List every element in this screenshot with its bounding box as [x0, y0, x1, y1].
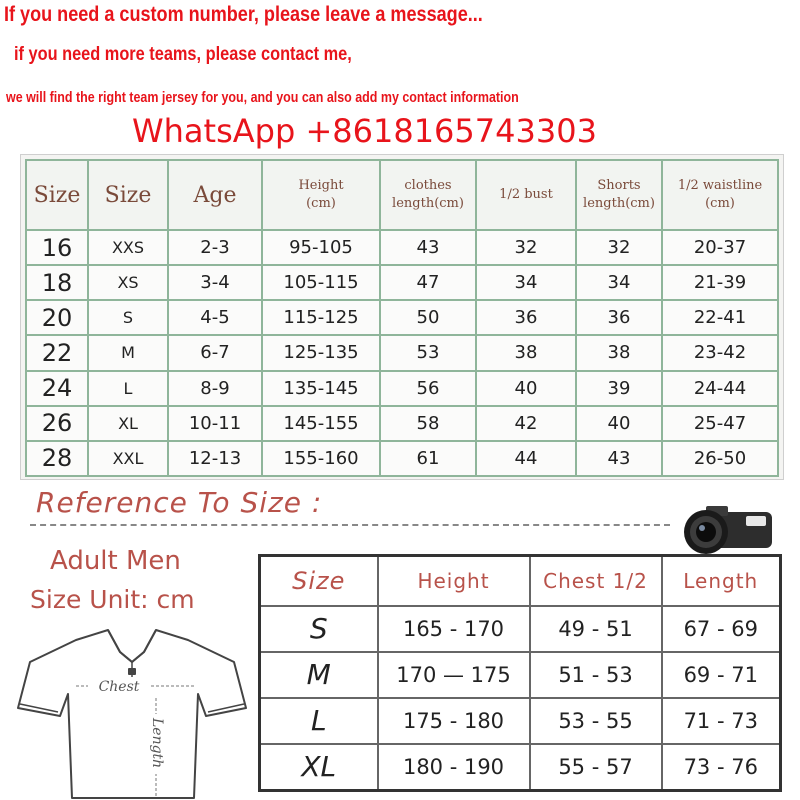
table-cell: 25-47: [662, 406, 778, 441]
kids-header-shorts-length: [576, 160, 662, 230]
table-cell: 47: [380, 265, 476, 300]
table-cell: 36: [476, 300, 576, 335]
table-cell: M: [88, 335, 168, 370]
table-cell: 180 - 190: [378, 744, 530, 791]
table-cell: 115-125: [262, 300, 380, 335]
table-cell: 49 - 51: [530, 606, 662, 652]
table-cell: 20-37: [662, 230, 778, 265]
table-cell: XL: [260, 744, 378, 791]
table-cell: 18: [26, 265, 88, 300]
table-cell: 23-42: [662, 335, 778, 370]
table-cell: 73 - 76: [662, 744, 781, 791]
polo-shirt-diagram: [16, 622, 248, 800]
adult-table-header-row: [260, 556, 781, 606]
table-cell: 95-105: [262, 230, 380, 265]
adult-size-table: [258, 554, 782, 792]
kids-header-age: Age: [168, 160, 262, 230]
table-cell: 135-145: [262, 371, 380, 406]
table-row: [260, 698, 781, 744]
table-cell: 43: [576, 441, 662, 476]
table-cell: 32: [476, 230, 576, 265]
adult-table-body: [260, 606, 781, 791]
kids-size-table: [25, 159, 779, 477]
table-cell: 36: [576, 300, 662, 335]
table-cell: 50: [380, 300, 476, 335]
table-cell: S: [88, 300, 168, 335]
dashed-divider: [30, 524, 670, 526]
kids-header-half-bust: 1/2 bust: [476, 160, 576, 230]
table-cell: 38: [476, 335, 576, 370]
table-row: [260, 744, 781, 791]
table-cell: 38: [576, 335, 662, 370]
kids-table-header-row: [26, 160, 778, 230]
table-cell: 8-9: [168, 371, 262, 406]
table-cell: 53 - 55: [530, 698, 662, 744]
table-cell: 24-44: [662, 371, 778, 406]
table-cell: 165 - 170: [378, 606, 530, 652]
kids-header-clothes-length-text: clothes length(cm): [392, 178, 464, 211]
table-cell: 175 - 180: [378, 698, 530, 744]
kids-header-height-text: Height (cm): [298, 178, 344, 211]
camera-icon: [676, 500, 776, 554]
table-cell: 10-11: [168, 406, 262, 441]
table-cell: 3-4: [168, 265, 262, 300]
chest-measure-label: Chest: [98, 679, 140, 695]
table-cell: 6-7: [168, 335, 262, 370]
table-cell: 58: [380, 406, 476, 441]
table-cell: 40: [476, 371, 576, 406]
table-cell: 32: [576, 230, 662, 265]
table-cell: XL: [88, 406, 168, 441]
more-teams-notice: if you need more teams, please contact me,: [14, 44, 352, 65]
table-cell: XXS: [88, 230, 168, 265]
table-cell: 34: [576, 265, 662, 300]
table-row: [26, 265, 778, 300]
table-cell: 51 - 53: [530, 652, 662, 698]
table-cell: 71 - 73: [662, 698, 781, 744]
adult-header-chest: Chest 1/2: [530, 556, 662, 606]
table-cell: 21-39: [662, 265, 778, 300]
table-row: [26, 230, 778, 265]
table-cell: S: [260, 606, 378, 652]
table-cell: 22-41: [662, 300, 778, 335]
table-row: [260, 652, 781, 698]
adult-header-length: Length: [662, 556, 781, 606]
adult-men-title: Adult Men: [50, 546, 181, 576]
table-cell: 44: [476, 441, 576, 476]
table-cell: 170 — 175: [378, 652, 530, 698]
table-row: [26, 300, 778, 335]
contact-info-notice: we will find the right team jersey for you, and you can also add my contact information: [6, 90, 519, 106]
table-cell: 24: [26, 371, 88, 406]
kids-header-clothes-length: [380, 160, 476, 230]
table-cell: 40: [576, 406, 662, 441]
table-cell: L: [88, 371, 168, 406]
kids-header-height: [262, 160, 380, 230]
length-measure-label: Length: [149, 718, 165, 769]
table-cell: 55 - 57: [530, 744, 662, 791]
table-row: [26, 441, 778, 476]
table-cell: 26: [26, 406, 88, 441]
table-cell: 105-115: [262, 265, 380, 300]
table-row: [260, 606, 781, 652]
table-cell: 155-160: [262, 441, 380, 476]
kids-header-half-waistline: [662, 160, 778, 230]
size-unit-label: Size Unit: cm: [30, 585, 195, 614]
table-cell: L: [260, 698, 378, 744]
table-cell: 61: [380, 441, 476, 476]
table-cell: 26-50: [662, 441, 778, 476]
kids-header-size-number: Size: [26, 160, 88, 230]
table-cell: 42: [476, 406, 576, 441]
table-row: [26, 335, 778, 370]
table-row: [26, 371, 778, 406]
table-cell: 20: [26, 300, 88, 335]
table-row: [26, 406, 778, 441]
custom-number-notice: If you need a custom number, please leave a message...: [4, 3, 483, 26]
whatsapp-contact: WhatsApp +8618165743303: [132, 112, 597, 150]
kids-header-size-letter: Size: [88, 160, 168, 230]
kids-header-half-waistline-text: 1/2 waistline (cm): [677, 178, 763, 211]
table-cell: 16: [26, 230, 88, 265]
table-cell: 34: [476, 265, 576, 300]
table-cell: 43: [380, 230, 476, 265]
table-cell: XXL: [88, 441, 168, 476]
adult-header-size: Size: [260, 556, 378, 606]
table-cell: 53: [380, 335, 476, 370]
kids-table-body: [26, 230, 778, 476]
table-cell: 39: [576, 371, 662, 406]
reference-title: Reference To Size :: [36, 486, 323, 519]
table-cell: 67 - 69: [662, 606, 781, 652]
table-cell: 125-135: [262, 335, 380, 370]
table-cell: 22: [26, 335, 88, 370]
table-cell: 28: [26, 441, 88, 476]
table-cell: 12-13: [168, 441, 262, 476]
kids-header-shorts-length-text: Shorts length(cm): [583, 178, 655, 211]
table-cell: 69 - 71: [662, 652, 781, 698]
table-cell: 4-5: [168, 300, 262, 335]
adult-header-height: Height: [378, 556, 530, 606]
table-cell: M: [260, 652, 378, 698]
kids-size-chart: [20, 154, 784, 480]
table-cell: XS: [88, 265, 168, 300]
table-cell: 145-155: [262, 406, 380, 441]
table-cell: 56: [380, 371, 476, 406]
table-cell: 2-3: [168, 230, 262, 265]
